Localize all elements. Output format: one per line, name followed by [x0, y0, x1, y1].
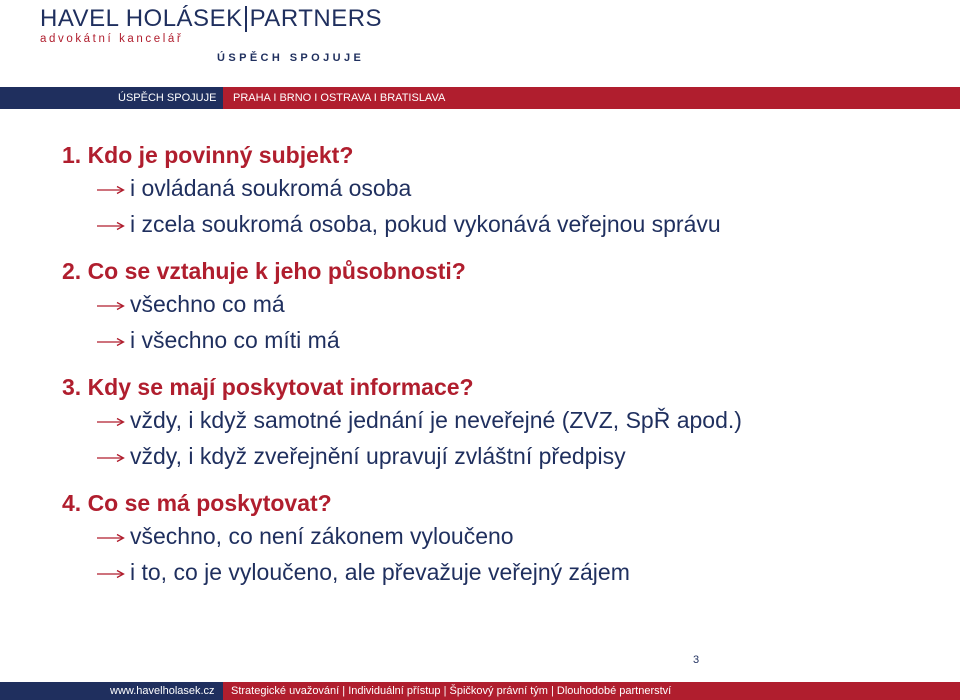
footer-slogan: Strategické uvažování | Individuální přístup | Špičkový právní tým | Dlouhodobé partnerství: [231, 685, 672, 697]
logo-partners: PARTNERS: [249, 5, 383, 32]
answer-item: [62, 402, 942, 438]
answer-text: i to, co je vyloučeno, ale převažuje veřejný zájem: [130, 559, 630, 585]
arrow-right-icon: [96, 438, 126, 474]
footer-slogan-bar: [223, 682, 960, 700]
answer-text: i zcela soukromá osoba, pokud vykonává veřejnou správu: [130, 211, 721, 237]
question-4: 4. Co se má poskytovat?: [62, 490, 332, 516]
question-1: 1. Kdo je povinný subjekt?: [62, 142, 354, 168]
logo-wordmark: [40, 6, 382, 32]
footer-band: [0, 682, 960, 700]
question-2: 2. Co se vztahuje k jeho působnosti?: [62, 258, 466, 284]
footer-website-link[interactable]: www.havelholasek.cz: [110, 685, 215, 697]
logo-tagline: ÚSPĚCH SPOJUJE: [217, 52, 365, 64]
answer-text: i ovládaná soukromá osoba: [130, 175, 412, 201]
arrow-right-icon: [96, 170, 126, 206]
answer-item: [62, 554, 942, 590]
answer-item: [62, 206, 942, 242]
answer-item: [62, 518, 942, 554]
answer-item: [62, 286, 942, 322]
logo-subtitle: advokátní kancelář: [40, 33, 184, 45]
arrow-right-icon: [96, 286, 126, 322]
arrow-right-icon: [96, 322, 126, 358]
answer-item: [62, 322, 942, 358]
header-band-cities-text: PRAHA I BRNO I OSTRAVA I BRATISLAVA: [233, 92, 446, 104]
header-band-cities: [223, 87, 960, 109]
answer-text: všechno, co není zákonem vyloučeno: [130, 523, 514, 549]
firm-logo: [40, 6, 382, 45]
answer-item: [62, 438, 942, 474]
answer-item: [62, 170, 942, 206]
answer-text: vždy, i když zveřejnění upravují zvláštní předpisy: [130, 443, 626, 469]
arrow-right-icon: [96, 518, 126, 554]
answer-text: vždy, i když samotné jednání je neveřejné (ZVZ, SpŘ apod.): [130, 407, 742, 433]
logo-divider: [245, 6, 247, 32]
arrow-right-icon: [96, 554, 126, 590]
logo-firm-name: HAVEL HOLÁSEK: [40, 5, 243, 32]
header-band-slogan: ÚSPĚCH SPOJUJE: [118, 92, 217, 104]
page-number: 3: [693, 654, 700, 666]
answer-text: i všechno co míti má: [130, 327, 340, 353]
slide-content: [62, 140, 942, 590]
arrow-right-icon: [96, 206, 126, 242]
arrow-right-icon: [96, 402, 126, 438]
header-band: [0, 87, 960, 109]
question-3: 3. Kdy se mají poskytovat informace?: [62, 374, 474, 400]
answer-text: všechno co má: [130, 291, 285, 317]
